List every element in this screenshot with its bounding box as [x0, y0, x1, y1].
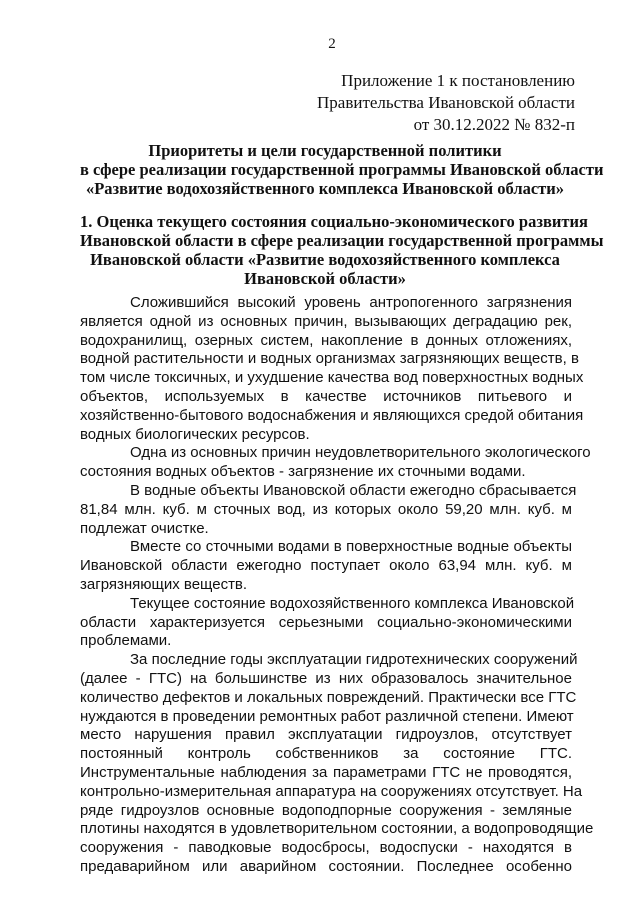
text-line: место нарушения правил эксплуатации гидроузлов, отсутствует: [80, 726, 572, 744]
text-line: В водные объекты Ивановской области ежегодно сбрасывается: [130, 481, 577, 499]
text-line: сооружения - паводковые водосбросы, водоспуски - находятся в: [80, 839, 572, 857]
section-heading-line: 1. Оценка текущего состояния социально-экономического развития: [80, 212, 588, 231]
text-line: Ивановской области ежегодно поступает около 63,94 млн. куб. м: [80, 557, 572, 575]
paragraph: [80, 538, 572, 594]
text-line: объектов, используемых в качестве источников питьевого и: [80, 387, 572, 405]
text-line: Текущее состояние водохозяйственного комплекса Ивановской: [130, 594, 575, 612]
text-line: нуждаются в проведении ремонтных работ различной степени. Имеют: [80, 707, 574, 725]
paragraph: [80, 294, 584, 444]
text-line: ряде гидроузлов основные водоподпорные сооружения - земляные: [80, 801, 572, 819]
text-line: количество дефектов и локальных повреждений. Практически все ГТС: [80, 688, 577, 706]
text-line: том числе токсичных, и ухудшение качества вод поверхностных водных: [80, 369, 584, 387]
text-line: хозяйственно-бытового водоснабжения и являющихся средой обитания: [80, 406, 584, 424]
paragraph: [80, 651, 594, 877]
paragraph: [80, 481, 577, 538]
text-line: 81,84 млн. куб. м сточных вод, из которых около 59,20 млн. куб. м: [80, 500, 572, 518]
section-heading-line: Ивановской области «Развитие водохозяйственного комплекса: [90, 250, 560, 269]
section-heading-line: Ивановской области в сфере реализации государственной программы: [80, 231, 604, 250]
text-line: Инструментальные наблюдения за параметрами ГТС не проводятся,: [80, 763, 572, 781]
body-text: [80, 294, 594, 877]
text-line: является одной из основных причин, вызывающих деградацию рек,: [80, 312, 572, 330]
section-heading: [80, 212, 604, 288]
title-line: «Развитие водохозяйственного комплекса Ивановской области»: [85, 179, 565, 198]
title-line: в сфере реализации государственной программы Ивановской области: [80, 160, 604, 179]
text-line: Сложившийся высокий уровень антропогенного загрязнения: [130, 294, 572, 311]
document-title: [80, 141, 604, 198]
title-line: Приоритеты и цели государственной политики: [148, 141, 502, 160]
text-line: постоянный контроль собственников за состояние ГТС.: [80, 745, 572, 763]
text-line: предаварийном или аварийном состоянии. Последнее особенно: [80, 857, 572, 875]
text-line: плотины находятся в удовлетворительном состоянии, а водопроводящие: [80, 820, 594, 838]
text-line: (далее - ГТС) на большинстве из них образовалось значительное: [80, 669, 572, 687]
page-number: 2: [328, 36, 336, 52]
text-line: За последние годы эксплуатации гидротехнических сооружений: [130, 651, 578, 669]
paragraph: [80, 594, 575, 651]
text-line: подлежат очистке.: [80, 519, 209, 537]
text-line: загрязняющих веществ.: [80, 575, 248, 593]
text-line: Одна из основных причин неудовлетворительного экологического: [130, 444, 591, 462]
appendix-line: от 30.12.2022 № 832-п: [413, 115, 575, 134]
section-heading-line: Ивановской области»: [244, 269, 406, 288]
text-line: водохранилищ, озерных систем, накопление в донных отложениях,: [80, 331, 572, 349]
text-line: проблемами.: [80, 632, 172, 650]
appendix-line: Приложение 1 к постановлению: [341, 71, 575, 90]
paragraph: [80, 444, 591, 482]
text-line: состояния водных объектов - загрязнение их сточными водами.: [80, 463, 526, 481]
text-line: водных биологических ресурсов.: [80, 425, 310, 443]
appendix-reference: [317, 70, 575, 136]
text-line: области характеризуется серьезными социально-экономическими: [80, 613, 572, 631]
appendix-line: Правительства Ивановской области: [317, 93, 575, 112]
text-line: контрольно-измерительная аппаратура на сооружениях отсутствует. На: [80, 782, 583, 800]
text-line: водной растительности и водных организмах загрязняющих веществ, в: [80, 350, 579, 368]
text-line: Вместе со сточными водами в поверхностные водные объекты: [130, 538, 572, 556]
